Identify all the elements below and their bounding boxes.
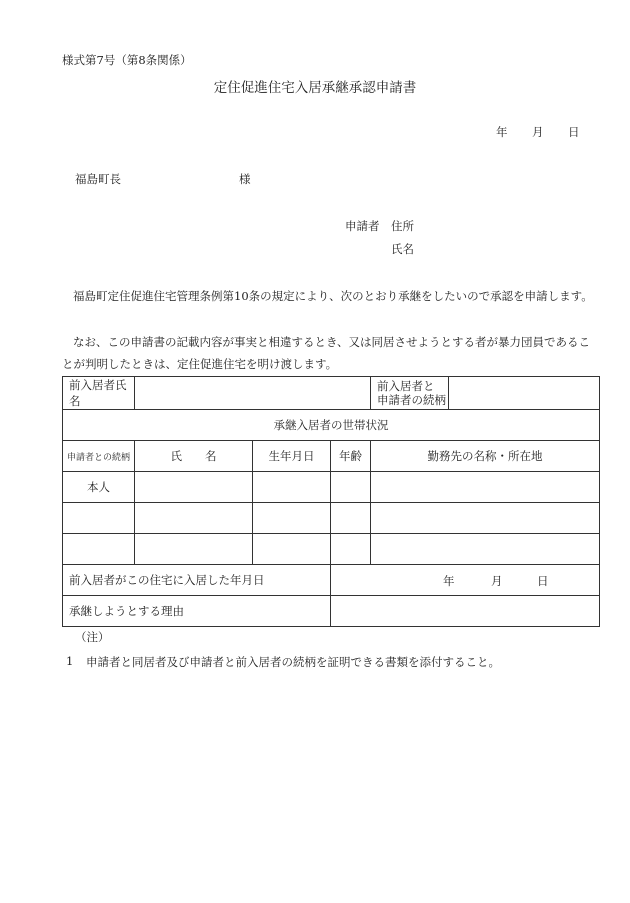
household-status-heading: 承継入居者の世帯状況: [63, 410, 600, 441]
table-row: [63, 534, 600, 565]
name-cell[interactable]: [135, 472, 253, 503]
birthdate-cell[interactable]: [253, 534, 331, 565]
date-year-label: 年: [496, 125, 508, 139]
date-month-label: 月: [532, 125, 544, 139]
relationship-label-line2: 申請者の続柄: [377, 393, 447, 407]
application-table: [62, 376, 600, 627]
age-cell[interactable]: [331, 472, 371, 503]
col-header-birthdate: 生年月日: [253, 441, 331, 472]
moved-in-date-label: 前入居者がこの住宅に入居した年月日: [63, 565, 331, 596]
table-row: [63, 472, 600, 503]
relation-cell[interactable]: [63, 503, 135, 534]
name-cell[interactable]: [135, 534, 253, 565]
relationship-label: [371, 377, 449, 410]
moved-in-date-field[interactable]: [331, 565, 600, 596]
reason-label: 承継しようとする理由: [63, 596, 331, 627]
relationship-field[interactable]: [449, 377, 600, 410]
age-cell[interactable]: [331, 534, 371, 565]
col-header-age: 年齢: [331, 441, 371, 472]
birthdate-cell[interactable]: [253, 503, 331, 534]
age-cell[interactable]: [331, 503, 371, 534]
relationship-label-line1: 前入居者と: [377, 379, 435, 393]
table-row: [63, 503, 600, 534]
applicant-address-label: 住所: [391, 219, 414, 233]
moved-in-day-label: 日: [537, 574, 549, 588]
relation-cell[interactable]: [63, 534, 135, 565]
workplace-cell[interactable]: [371, 534, 600, 565]
prev-resident-name-field[interactable]: [135, 377, 371, 410]
addressee-name: 福島町長: [75, 172, 121, 186]
prev-resident-name-label: 前入居者氏名: [63, 377, 135, 410]
applicant-name-label: 氏名: [391, 242, 414, 256]
note-text: 申請者と同居者及び申請者と前入居者の続柄を証明できる書類を添付すること。: [86, 655, 500, 669]
name-cell[interactable]: [135, 503, 253, 534]
body-paragraph-1: 福島町定住促進住宅管理条例第10条の規定により、次のとおり承継をしたいので承認を申請します。: [73, 289, 593, 303]
reason-field[interactable]: [331, 596, 600, 627]
moved-in-month-label: 月: [491, 574, 503, 588]
col-header-name: 氏 名: [135, 441, 253, 472]
applicant-label: 申請者: [345, 219, 380, 233]
body-paragraph-2: なお、この申請書の記載内容が事実と相違するとき、又は同居させようとする者が暴力団員であることが判明したときは、定住促進住宅を明け渡します。: [62, 335, 591, 371]
col-header-workplace: 勤務先の名称・所在地: [371, 441, 600, 472]
addressee-honorific: 様: [239, 172, 251, 186]
date-day-label: 日: [568, 125, 580, 139]
note-number: 1: [66, 654, 74, 668]
form-number: 様式第7号（第8条関係）: [62, 53, 192, 67]
moved-in-year-label: 年: [443, 574, 455, 588]
self-label: 本人: [63, 472, 135, 503]
birthdate-cell[interactable]: [253, 472, 331, 503]
col-header-relation: 申請者との続柄: [63, 441, 135, 472]
workplace-cell[interactable]: [371, 503, 600, 534]
notes-heading: （注）: [75, 630, 110, 644]
workplace-cell[interactable]: [371, 472, 600, 503]
page-title: 定住促進住宅入居承継承認申請書: [213, 80, 417, 96]
